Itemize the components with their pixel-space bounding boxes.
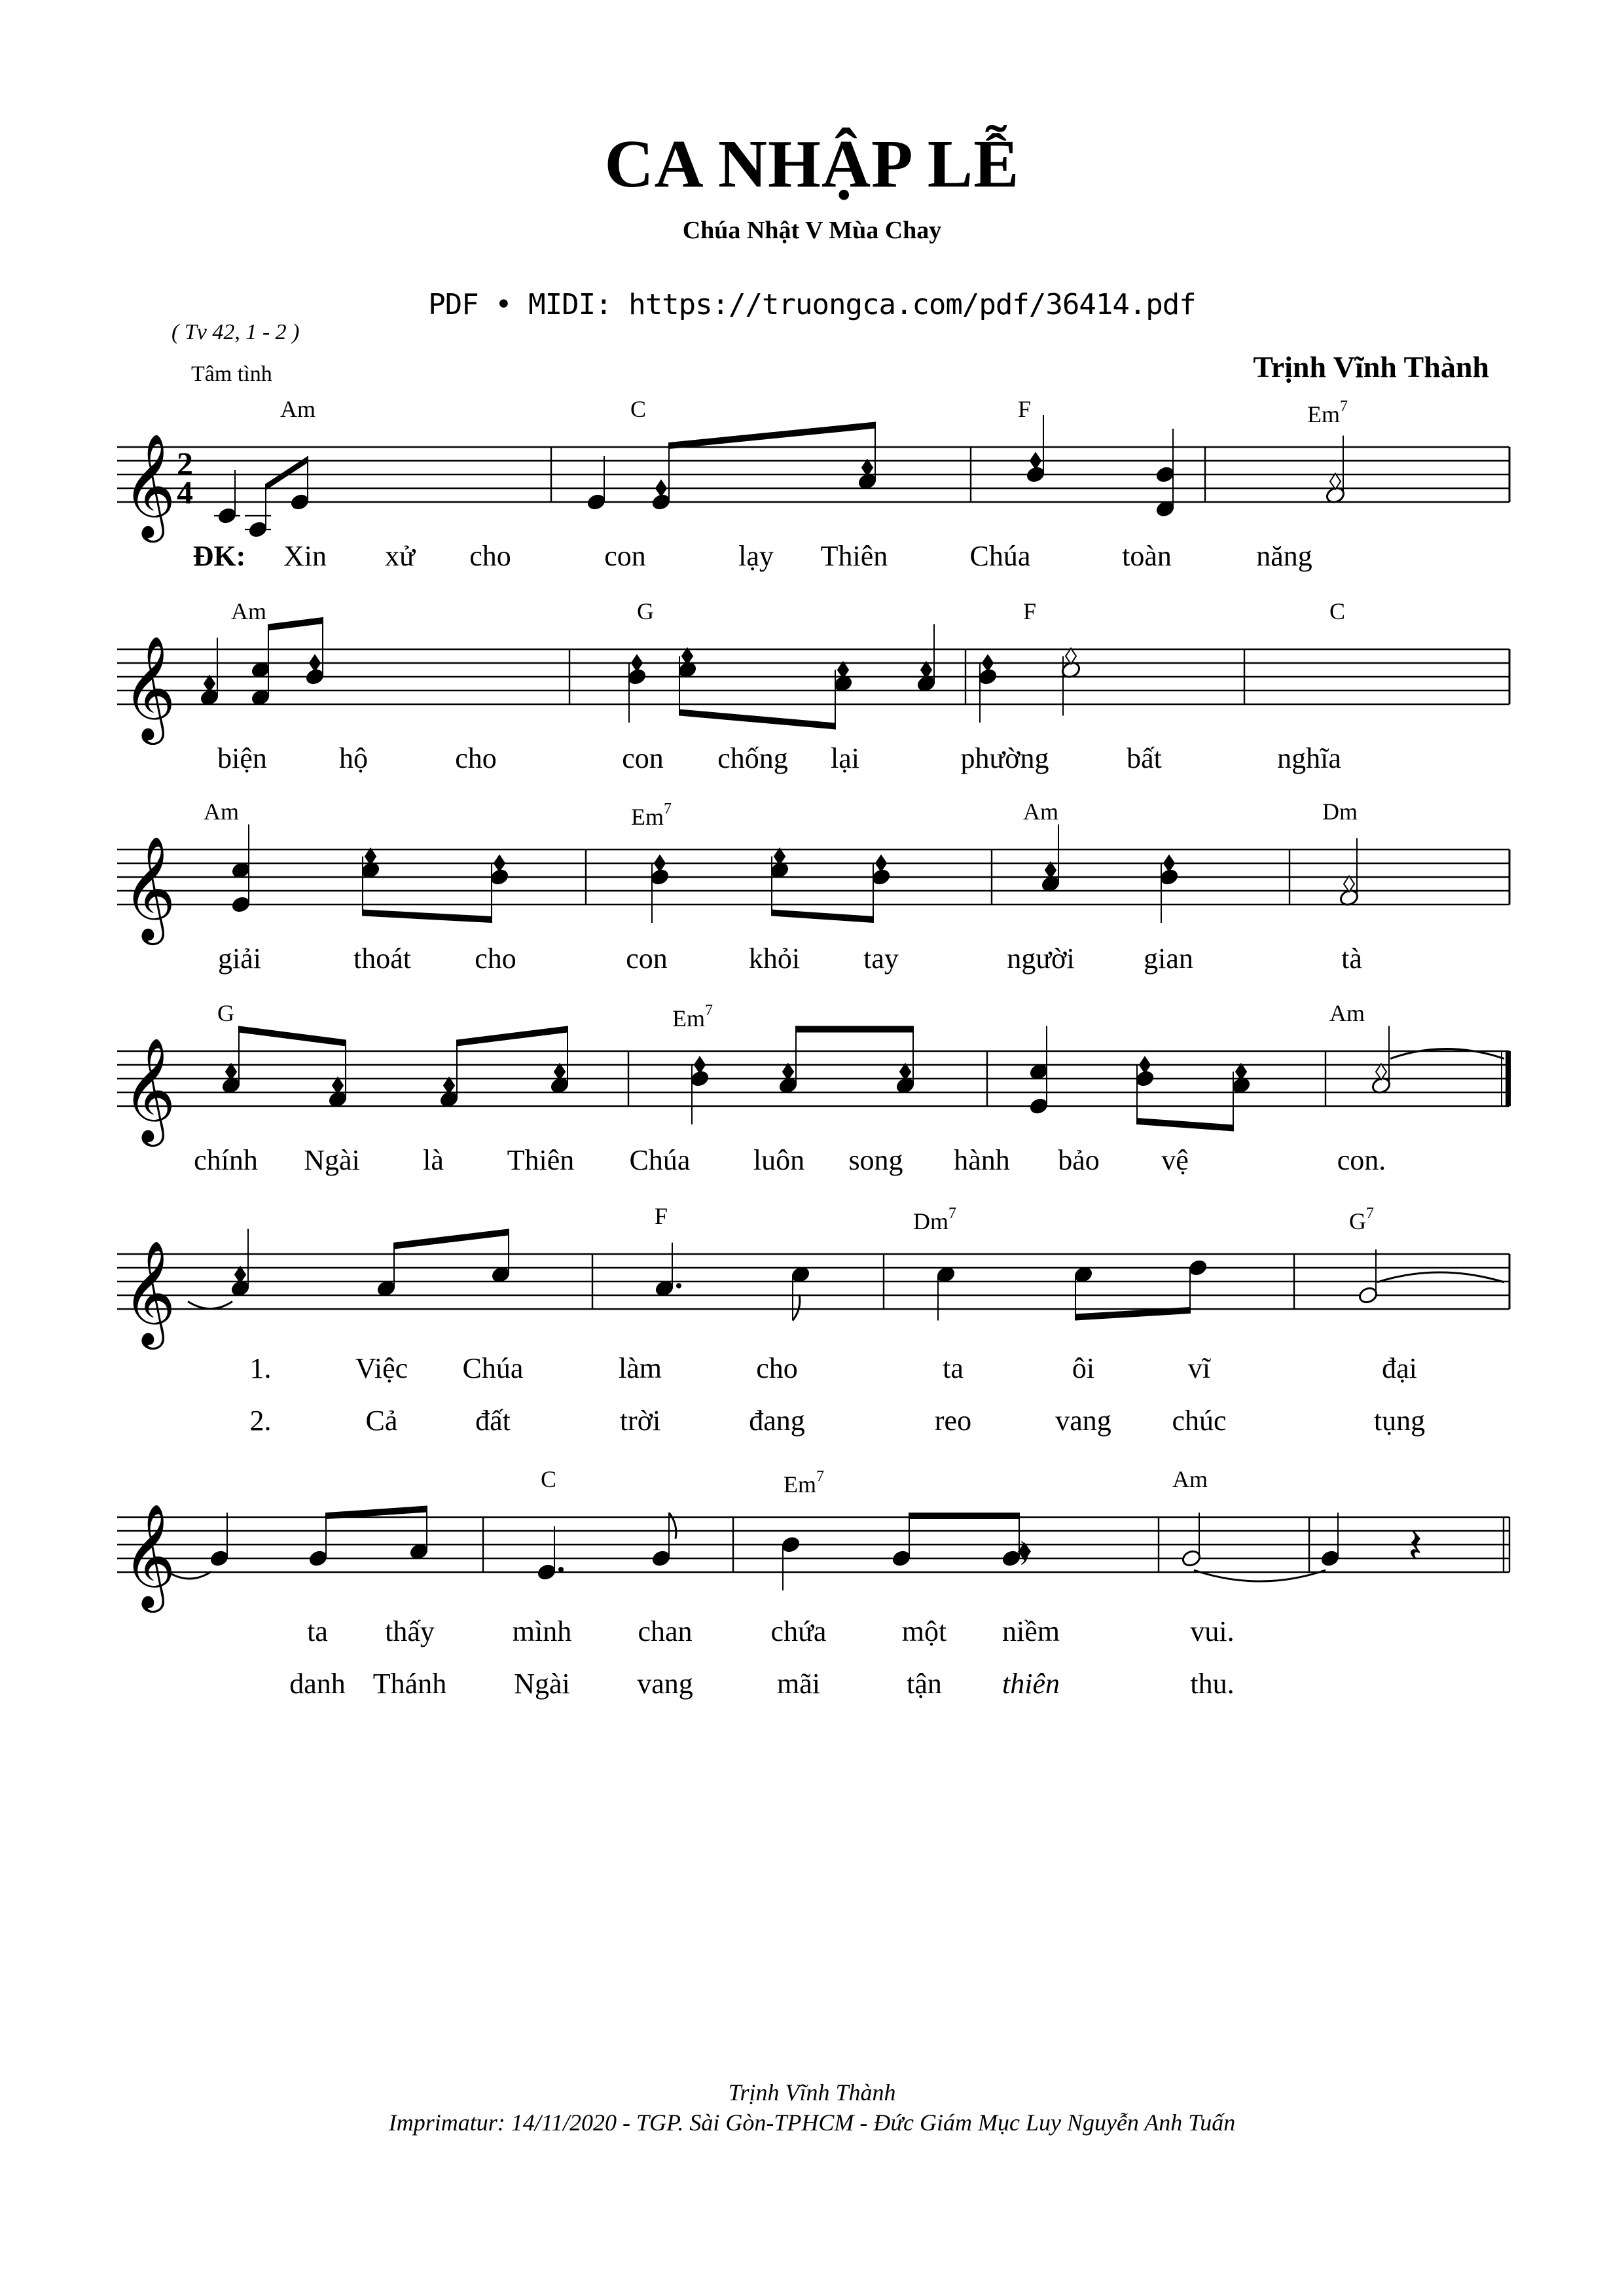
treble-clef-icon: 𝄞 — [122, 635, 176, 740]
beam — [394, 1229, 509, 1249]
harmony-notehead-icon — [783, 1064, 793, 1080]
lyric-syllable-verse-2: 2. — [249, 1405, 272, 1437]
lyric-syllable: vĩ — [1187, 1352, 1211, 1384]
footer-author: Trịnh Vĩnh Thành — [728, 2079, 896, 2106]
lyric-syllable: lạy — [738, 540, 774, 572]
chord-symbol: Am — [1023, 798, 1058, 825]
harmony-notehead-icon — [444, 1078, 454, 1094]
lyric-syllable: hành — [954, 1144, 1010, 1176]
beam — [796, 1026, 913, 1033]
lyric-syllable: nghĩa — [1277, 742, 1341, 774]
chord-symbol: G — [637, 598, 654, 624]
lyric-syllable: con — [604, 540, 646, 572]
lyric-syllable-verse-2: chúc — [1172, 1405, 1227, 1437]
beam — [457, 1026, 568, 1047]
lyric-syllable: vệ — [1161, 1144, 1189, 1176]
beam — [363, 910, 492, 924]
lyric-syllable-verse-2: trời — [619, 1405, 661, 1437]
chord-symbol: F — [1022, 598, 1037, 624]
chord-extension: 7 — [664, 800, 672, 817]
harmony-notehead-icon — [1045, 863, 1056, 878]
lyric-syllable: tà — [1341, 942, 1362, 975]
harmony-notehead-icon — [838, 662, 848, 678]
harmony-notehead-icon — [1344, 876, 1354, 892]
chord-extension: 7 — [1366, 1205, 1374, 1222]
lyric-syllable: tay — [863, 942, 899, 975]
chord-extension: 7 — [816, 1468, 824, 1485]
harmony-notehead-icon — [774, 849, 785, 865]
beam — [909, 1513, 1019, 1519]
treble-clef-icon: 𝄞 — [122, 433, 176, 538]
lyric-syllable-verse-2: vang — [637, 1668, 693, 1700]
tie-icon — [188, 1302, 232, 1309]
harmony-notehead-icon — [554, 1064, 565, 1080]
lyric-syllable: cho — [469, 540, 511, 572]
lyric-syllable: Chúa — [462, 1352, 524, 1384]
song-title: CA NHẬP LỄ — [604, 126, 1020, 202]
lyric-syllable: luôn — [753, 1144, 805, 1176]
chord-symbol: F — [1017, 396, 1032, 422]
chord-symbol: Em$^7$ — [1307, 398, 1348, 427]
dot-icon — [558, 1567, 564, 1572]
lyric-syllable-verse-2: thiên — [1002, 1668, 1060, 1700]
tie-icon — [1390, 1049, 1504, 1059]
chord-symbol: Em$^7$ — [631, 800, 672, 830]
lyric-syllable: làm — [619, 1352, 662, 1384]
lyric-syllable: năng — [1256, 540, 1312, 572]
lyric-syllable: con. — [1337, 1144, 1386, 1176]
harmony-notehead-icon — [310, 655, 320, 671]
harmony-notehead-icon — [204, 676, 215, 692]
tie-icon — [1377, 1272, 1504, 1282]
lyric-syllable-verse-2: danh — [289, 1668, 346, 1700]
lyric-syllable: cho — [455, 742, 497, 774]
harmony-notehead-icon — [1140, 1057, 1150, 1073]
lyric-syllable: phường — [960, 742, 1049, 774]
harmony-notehead-icon — [226, 1064, 236, 1080]
chord-symbol: Am — [231, 598, 266, 624]
chord-symbol: $G^7$ — [1349, 1205, 1374, 1234]
lyric-syllable-verse-2: vang — [1055, 1405, 1111, 1437]
harmony-notehead-icon — [682, 649, 693, 664]
lyric-syllable-verse-2: Thánh — [372, 1668, 447, 1700]
lyric-syllable-verse-2: mãi — [777, 1668, 820, 1700]
harmony-notehead-icon — [695, 1057, 705, 1073]
lyric-syllable: cho — [756, 1352, 798, 1384]
footer-imprimatur: Imprimatur: 14/11/2020 - TGP. Sài Gòn-TPHCM - Đức Giám Mục Luy Nguyễn Anh Tuấn — [388, 2109, 1236, 2136]
beam — [268, 617, 323, 631]
lyric-syllable: chứa — [770, 1615, 827, 1647]
lyric-syllable: lại — [831, 742, 859, 774]
time-signature-top: 2 — [177, 445, 193, 482]
lyric-syllable-verse-2: đang — [749, 1405, 805, 1437]
flag-icon — [793, 1295, 800, 1321]
lyric-syllable: một — [901, 1615, 947, 1647]
chord-symbol: Dm — [1322, 798, 1358, 825]
harmony-notehead-icon — [1030, 453, 1041, 469]
lyric-syllable-verse-2: thu. — [1190, 1668, 1235, 1700]
chord-extension: 7 — [948, 1205, 956, 1222]
lyric-syllable: con — [622, 742, 664, 774]
lyric-syllable: giải — [218, 942, 261, 975]
chord-symbol: Am — [1172, 1466, 1208, 1492]
dot-icon — [676, 1283, 681, 1289]
lyric-syllable: đại — [1382, 1352, 1417, 1384]
lyric-syllable: là — [423, 1144, 444, 1176]
final-barline — [1506, 1051, 1511, 1106]
harmony-notehead-icon — [1164, 855, 1174, 871]
harmony-notehead-icon — [656, 480, 666, 496]
beam — [772, 910, 873, 924]
harmony-notehead-icon — [1330, 474, 1341, 490]
chord-extension: 7 — [705, 1002, 713, 1019]
harmony-notehead-icon — [365, 849, 376, 865]
lyric-syllable: song — [848, 1144, 903, 1176]
lyric-syllable: biện — [217, 742, 267, 774]
beam — [239, 1026, 346, 1047]
lyric-syllable: ĐK: — [192, 540, 246, 572]
download-link[interactable]: PDF • MIDI: https://truongca.com/pdf/36414.pdf — [428, 288, 1196, 321]
harmony-notehead-icon — [494, 855, 505, 871]
lyric-syllable: Xin — [283, 540, 327, 572]
harmony-notehead-icon — [921, 662, 931, 678]
lyric-syllable: Thiên — [507, 1144, 575, 1176]
lyric-syllable: Chúa — [969, 540, 1031, 572]
lyric-syllable: bất — [1127, 742, 1162, 774]
lyric-syllable-verse-2: tụng — [1373, 1405, 1426, 1437]
chord-symbol: C — [630, 396, 647, 422]
lyric-syllable: người — [1007, 942, 1075, 975]
lyric-syllable: toàn — [1122, 540, 1172, 572]
lyric-syllable: thoát — [353, 942, 411, 975]
harmony-notehead-icon — [900, 1064, 911, 1080]
lyric-syllable: hộ — [339, 742, 368, 774]
lyric-syllable: mình — [512, 1615, 572, 1647]
harmony-notehead-icon — [632, 655, 642, 671]
lyric-syllable: bảo — [1058, 1144, 1100, 1176]
lyric-syllable: niềm — [1002, 1615, 1060, 1647]
lyric-syllable: Ngài — [304, 1144, 360, 1176]
harmony-notehead-icon — [1236, 1064, 1246, 1080]
lyric-syllable: Thiên — [820, 540, 888, 572]
lyric-syllable: 1. — [249, 1352, 272, 1384]
quarter-rest-icon: 𝄽 — [1408, 1518, 1423, 1573]
psalm-reference: ( Tv 42, 1 - 2 ) — [171, 320, 300, 344]
harmony-notehead-icon — [862, 460, 873, 476]
lyric-syllable: cho — [475, 942, 516, 975]
lyric-syllable: Việc — [355, 1352, 408, 1384]
lyric-syllable: ta — [307, 1615, 328, 1647]
harmony-notehead-icon — [876, 855, 886, 871]
chord-symbol: F — [654, 1203, 668, 1229]
lyric-syllable: xử — [385, 540, 415, 572]
lyric-syllable: chan — [638, 1615, 693, 1647]
lyric-syllable: chống — [717, 742, 788, 774]
lyric-syllable-verse-2: Cả — [365, 1405, 398, 1437]
harmony-notehead-icon — [655, 855, 665, 871]
treble-clef-icon: 𝄞 — [122, 835, 176, 941]
chord-symbol: Am — [204, 798, 239, 825]
beam — [679, 709, 835, 730]
chord-symbol: C — [1329, 598, 1346, 624]
lyric-syllable-verse-2: đất — [475, 1405, 511, 1437]
lyric-syllable: vui. — [1190, 1615, 1235, 1647]
chord-symbol: Em$^7$ — [784, 1468, 824, 1498]
treble-clef-icon: 𝄞 — [122, 1240, 176, 1345]
chord-symbol: Am — [1329, 1000, 1365, 1026]
beam — [1137, 1118, 1233, 1132]
harmony-notehead-icon — [983, 655, 993, 671]
time-signature-bottom: 4 — [177, 474, 193, 511]
treble-clef-icon: 𝄞 — [122, 1503, 176, 1608]
lyric-syllable: con — [626, 942, 668, 975]
beam — [669, 422, 875, 450]
harmony-notehead-icon — [1066, 649, 1076, 664]
harmony-notehead-icon — [333, 1078, 343, 1094]
lyric-syllable: Chúa — [629, 1144, 691, 1176]
treble-clef-icon: 𝄞 — [122, 1037, 176, 1142]
song-subtitle: Chúa Nhật V Mùa Chay — [682, 217, 942, 244]
chord-symbol: Em$^7$ — [672, 1002, 713, 1031]
lyric-syllable: ta — [943, 1352, 964, 1384]
lyric-syllable: thấy — [385, 1615, 435, 1647]
parenthesis: ) — [1020, 1535, 1030, 1566]
lyric-syllable: ôi — [1072, 1352, 1095, 1384]
lyric-syllable-verse-2: Ngài — [514, 1668, 570, 1700]
chord-symbol: Dm$^7$ — [913, 1205, 956, 1234]
lyric-syllable: gian — [1144, 942, 1193, 975]
lyric-syllable: khỏi — [748, 942, 801, 975]
chord-extension: 7 — [1340, 398, 1348, 415]
tempo-marking: Tâm tình — [191, 362, 272, 386]
chord-symbol: Am — [280, 396, 316, 422]
lyric-syllable: chính — [194, 1144, 258, 1176]
composer-name: Trịnh Vĩnh Thành — [1253, 350, 1489, 384]
lyric-syllable-verse-2: tận — [907, 1668, 942, 1700]
harmony-notehead-icon — [235, 1267, 245, 1283]
chord-symbol: C — [540, 1466, 557, 1492]
chord-symbol: G — [217, 1000, 234, 1026]
harmony-notehead-icon — [1376, 1064, 1386, 1080]
lyric-syllable-verse-2: reo — [934, 1405, 972, 1437]
